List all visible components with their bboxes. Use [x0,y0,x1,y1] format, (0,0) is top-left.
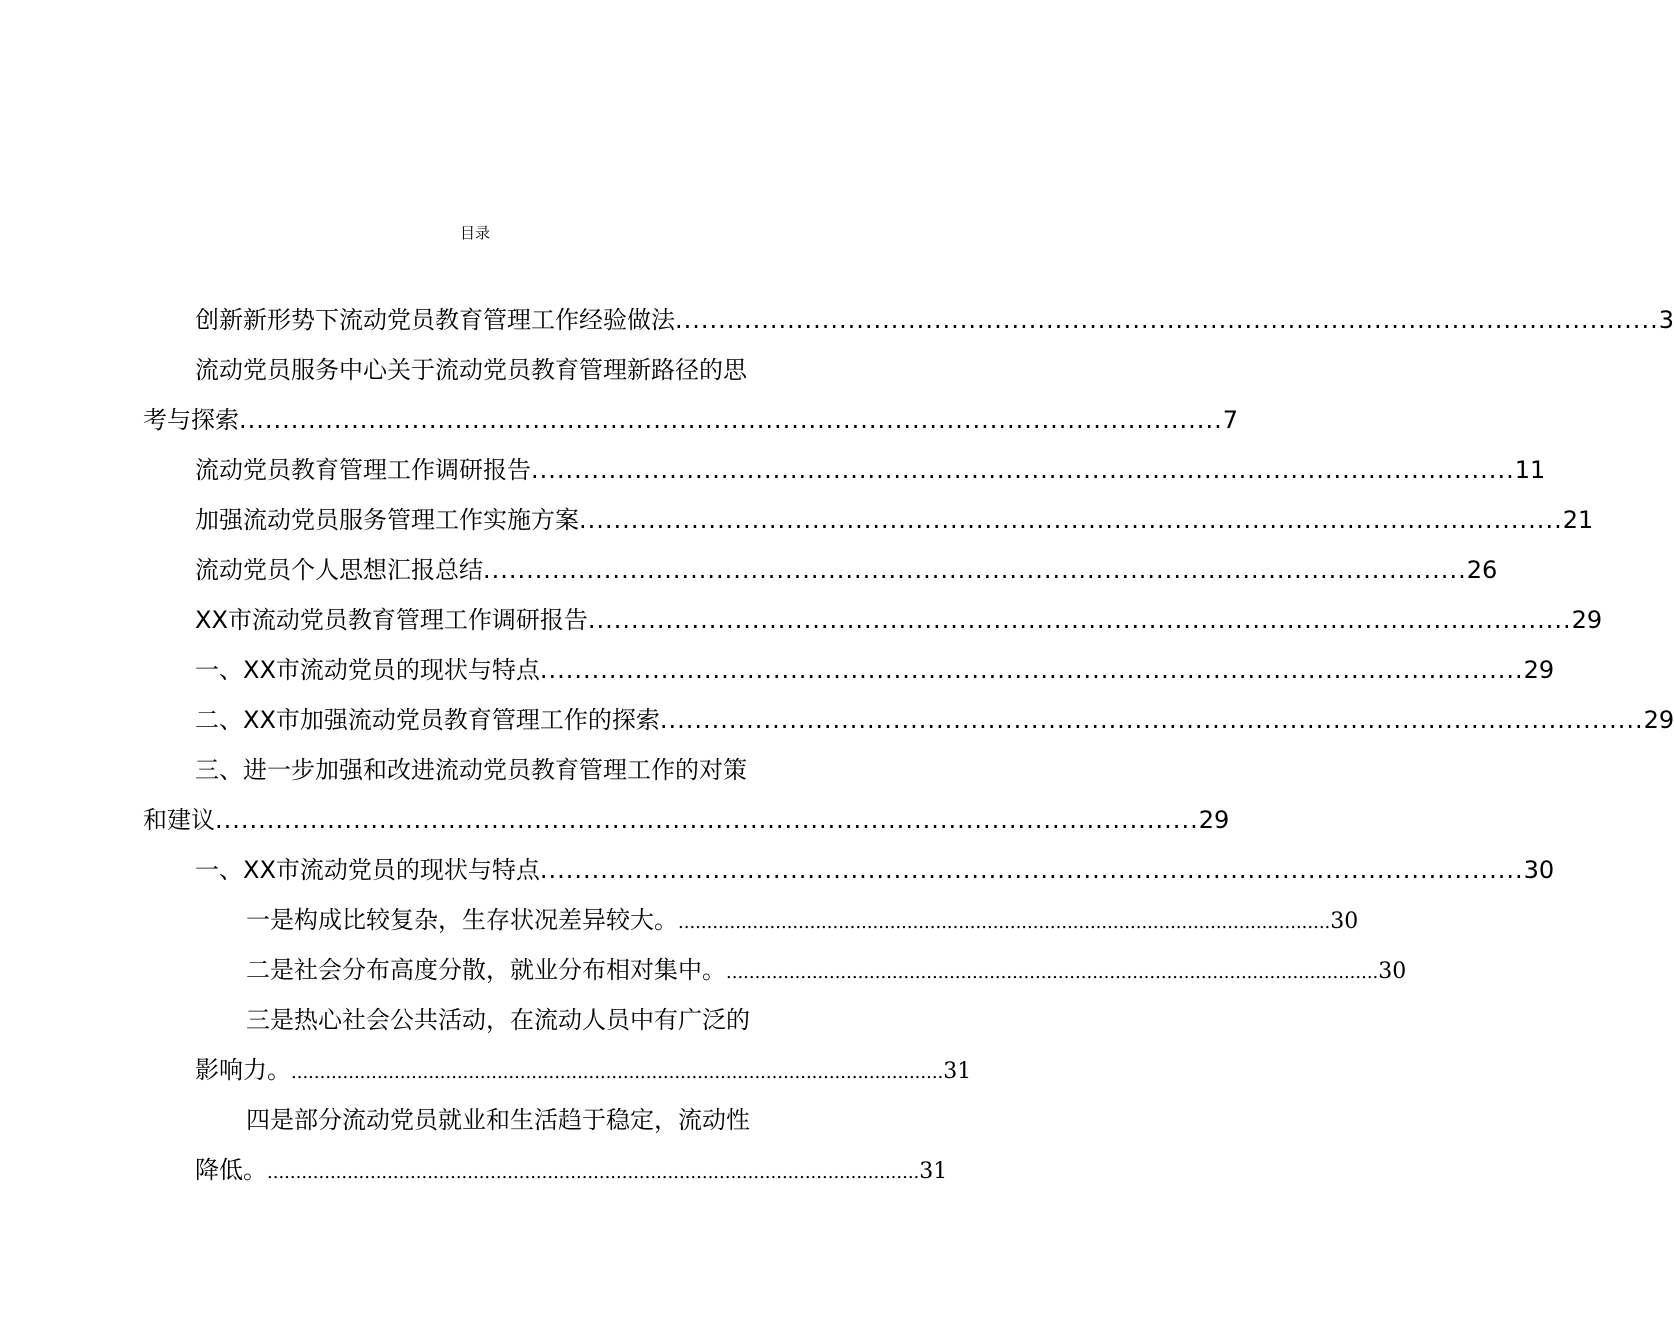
toc-entry-title-continued: 降低。 [195,1156,267,1184]
toc-entry-14-line-2[interactable] [195,1145,948,1195]
toc-entry-14-line-1[interactable] [246,1095,805,1145]
toc-page-number: 29 [1198,806,1230,834]
toc-leader: .................................................................................................................. [587,606,1572,634]
toc-entry-title: 创新新形势下流动党员教育管理工作经验做法 [195,306,675,334]
toc-entry-title: 一、XX市流动党员的现状与特点 [195,856,540,884]
toc-page-number: 26 [1466,556,1498,584]
toc-entry-3[interactable] [195,445,1546,495]
toc-entry-13-line-2[interactable] [195,1045,972,1095]
toc-entry-1[interactable] [195,295,1674,345]
toc-leader: .................................................................................................................. [215,806,1199,834]
toc-page-number: 31 [919,1159,948,1184]
toc-entry-title-continued: 和建议 [143,806,215,834]
toc-page-number: 31 [943,1059,972,1084]
toc-leader: .................................................................................................................. [678,912,1331,933]
toc-title: 目录 [459,224,490,242]
toc-leader: .................................................................................................................. [291,1062,944,1083]
toc-entry-title: 三、进一步加强和改进流动党员教育管理工作的对策 [195,756,747,784]
toc-entry-12[interactable] [246,945,1407,995]
toc-entry-title: 二、XX市加强流动党员教育管理工作的探索 [195,706,660,734]
toc-entry-title: 流动党员个人思想汇报总结 [195,556,483,584]
toc-entry-2-line-2[interactable] [143,395,1238,445]
toc-leader: .................................................................................................................. [483,556,1467,584]
toc-entry-11[interactable] [246,895,1359,945]
toc-page-number: 11 [1514,456,1546,484]
toc-leader: .................................................................................................................. [675,306,1659,334]
toc-page-number: 29 [1523,656,1555,684]
toc-entry-5[interactable] [195,545,1498,595]
toc-entry-title: 一是构成比较复杂，生存状况差异较大。 [246,906,678,934]
toc-page-number: 30 [1378,959,1407,984]
toc-page-number: 30 [1523,856,1555,884]
toc-entry-2-line-1[interactable] [195,345,805,395]
toc-entry-title: 流动党员教育管理工作调研报告 [195,456,531,484]
toc-entry-title: 流动党员服务中心关于流动党员教育管理新路径的思 [195,356,747,384]
toc-entry-title: 加强流动党员服务管理工作实施方案 [195,506,579,534]
toc-page-number: 21 [1562,506,1594,534]
toc-entry-6[interactable] [195,595,1603,645]
toc-entry-7[interactable] [195,645,1555,695]
toc-leader: .................................................................................................................. [539,856,1524,884]
toc-entry-title: 二是社会分布高度分散，就业分布相对集中。 [246,956,726,984]
toc-page-number: 29 [1571,606,1603,634]
toc-leader: .................................................................................................................. [579,506,1563,534]
toc-entry-9-line-2[interactable] [143,795,1230,845]
toc-entry-4[interactable] [195,495,1594,545]
toc-page-number: 29 [1643,706,1674,734]
toc-entry-title-continued: 考与探索 [143,406,239,434]
toc-entry-title: 四是部分流动党员就业和生活趋于稳定，流动性 [246,1106,750,1134]
toc-entry-title-continued: 影响力。 [195,1056,291,1084]
toc-entry-13-line-1[interactable] [246,995,805,1045]
toc-leader: .................................................................................................................. [726,962,1379,983]
toc-page-number: 30 [1330,909,1359,934]
toc-leader: .................................................................................................................. [267,1162,920,1183]
toc-leader: .................................................................................................................. [531,456,1515,484]
toc-page-number: 3 [1658,306,1674,334]
toc-leader: .................................................................................................................. [539,656,1524,684]
toc-entry-title: 一、XX市流动党员的现状与特点 [195,656,540,684]
toc-entry-10[interactable] [195,845,1555,895]
toc-entry-title: 三是热心社会公共活动，在流动人员中有广泛的 [246,1006,750,1034]
toc-entry-9-line-1[interactable] [195,745,805,795]
toc-leader: .................................................................................................................. [659,706,1644,734]
toc-page-number: 7 [1222,406,1238,434]
toc-entry-title: XX市流动党员教育管理工作调研报告 [195,606,588,634]
toc-entry-8[interactable] [195,695,1674,745]
toc-leader: .................................................................................................................. [239,406,1223,434]
